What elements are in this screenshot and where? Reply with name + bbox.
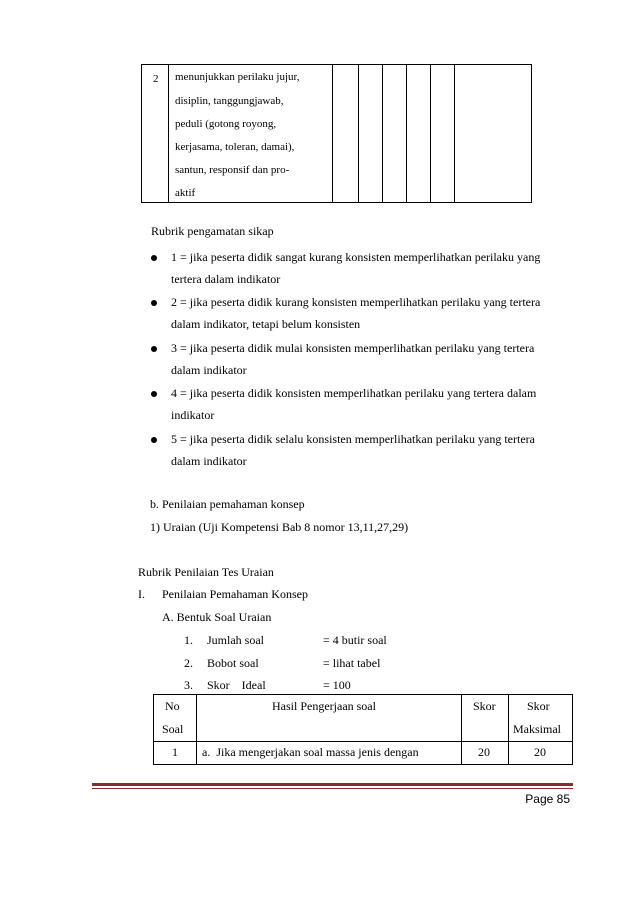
table-divider bbox=[382, 65, 383, 202]
indicator-text-line: aktif bbox=[175, 187, 196, 199]
table-divider bbox=[154, 741, 572, 742]
header-maksimal: Maksimal bbox=[513, 722, 561, 736]
rubrik-sikap-title: Rubrik pengamatan sikap bbox=[151, 224, 274, 238]
table-divider bbox=[168, 65, 169, 202]
header-no: No bbox=[165, 699, 180, 713]
bullet-icon bbox=[151, 346, 157, 352]
indicator-text-line: menunjukkan perilaku jujur, bbox=[175, 71, 300, 83]
cell-skor: 20 bbox=[478, 745, 490, 759]
detail-label: Skor Ideal bbox=[207, 678, 266, 692]
row-number: 2 bbox=[153, 73, 159, 85]
header-skor-maks: Skor bbox=[527, 699, 550, 713]
detail-number: 1. bbox=[184, 633, 193, 647]
rubrik-item-text: 3 = jika peserta didik mulai konsisten memperlihatkan perilaku yang tertera bbox=[171, 341, 535, 355]
table-divider bbox=[332, 65, 333, 202]
rubrik-item-text: dalam indikator, tetapi belum konsisten bbox=[171, 317, 361, 331]
indicator-table bbox=[141, 64, 532, 203]
detail-value: = lihat tabel bbox=[323, 656, 381, 670]
bullet-icon bbox=[151, 255, 157, 261]
cell-no: 1 bbox=[172, 745, 178, 759]
header-skor: Skor bbox=[473, 699, 496, 713]
cell-skor-max: 20 bbox=[534, 745, 546, 759]
bullet-icon bbox=[151, 437, 157, 443]
table-divider bbox=[358, 65, 359, 202]
section-b-heading: b. Penilaian pemahaman konsep bbox=[150, 497, 305, 511]
rubrik-item-text: indikator bbox=[171, 408, 215, 422]
rubrik-item-text: 5 = jika peserta didik selalu konsisten memperlihatkan perilaku yang tertera bbox=[171, 432, 535, 446]
detail-number: 2. bbox=[184, 656, 193, 670]
sub-a-heading: A. Bentuk Soal Uraian bbox=[162, 610, 272, 624]
header-hasil: Hasil Pengerjaan soal bbox=[272, 699, 376, 713]
roman-numeral: I. bbox=[138, 587, 145, 601]
section-b-sub: 1) Uraian (Uji Kompetensi Bab 8 nomor 13,11,27,29) bbox=[150, 520, 409, 534]
detail-label: Jumlah soal bbox=[207, 633, 264, 647]
indicator-text-line: kerjasama, toleran, damai), bbox=[175, 141, 295, 153]
table-divider bbox=[430, 65, 431, 202]
table-divider bbox=[454, 65, 455, 202]
roman-heading: Penilaian Pemahaman Konsep bbox=[162, 587, 308, 601]
rubrik-item-text: dalam indikator bbox=[171, 363, 247, 377]
rubrik-item-text: 1 = jika peserta didik sangat kurang konsisten memperlihatkan perilaku yang bbox=[171, 250, 541, 264]
indicator-text-line: santun, responsif dan pro- bbox=[175, 164, 290, 176]
page-number: Page 85 bbox=[525, 792, 570, 806]
rubrik-item-text: dalam indikator bbox=[171, 454, 247, 468]
bullet-icon bbox=[151, 391, 157, 397]
bullet-icon bbox=[151, 300, 157, 306]
rubrik-uraian-title: Rubrik Penilaian Tes Uraian bbox=[138, 565, 274, 579]
detail-value: = 100 bbox=[323, 678, 351, 692]
footer-rule bbox=[92, 783, 573, 786]
scoring-table bbox=[153, 694, 573, 765]
detail-number: 3. bbox=[184, 678, 193, 692]
rubrik-item-text: tertera dalam indikator bbox=[171, 272, 281, 286]
detail-value: = 4 butir soal bbox=[323, 633, 387, 647]
table-divider bbox=[508, 695, 509, 764]
table-divider bbox=[406, 65, 407, 202]
table-divider bbox=[196, 695, 197, 764]
table-divider bbox=[461, 695, 462, 764]
rubrik-item-text: 4 = jika peserta didik konsisten memperlihatkan perilaku yang tertera dalam bbox=[171, 386, 537, 400]
indicator-text-line: disiplin, tanggungjawab, bbox=[175, 95, 284, 107]
cell-hasil: a. Jika mengerjakan soal massa jenis dengan bbox=[202, 745, 419, 759]
detail-label: Bobot soal bbox=[207, 656, 259, 670]
rubrik-item-text: 2 = jika peserta didik kurang konsisten memperlihatkan perilaku yang tertera bbox=[171, 295, 541, 309]
header-soal: Soal bbox=[162, 722, 184, 736]
indicator-text-line: peduli (gotong royong, bbox=[175, 118, 277, 130]
footer-rule bbox=[92, 788, 573, 789]
